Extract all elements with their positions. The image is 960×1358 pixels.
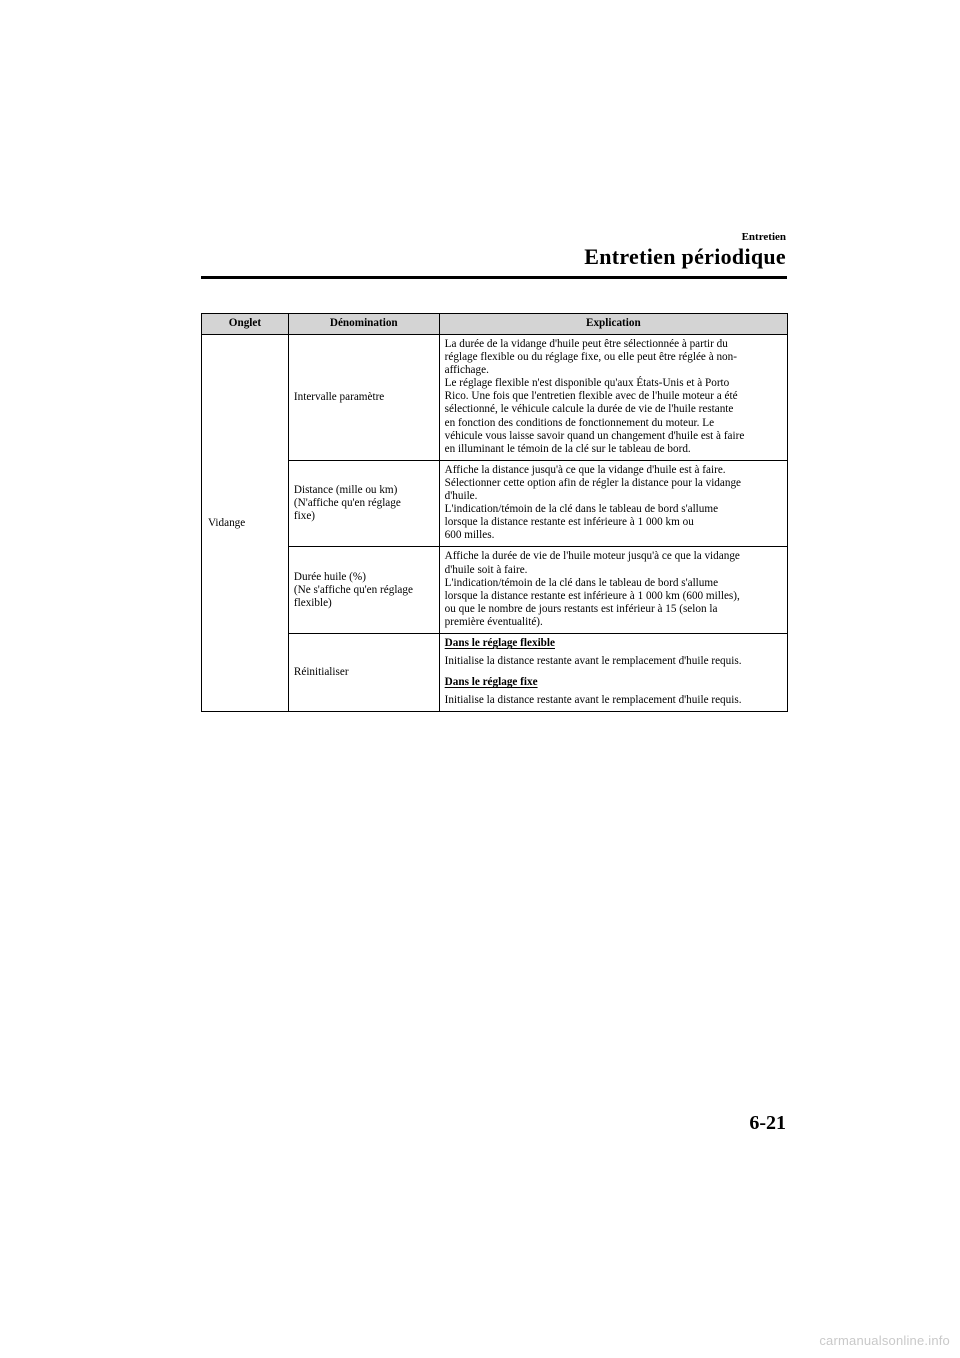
header-divider (201, 276, 787, 279)
explanation-cell: Affiche la distance jusqu'à ce que la vidange d'huile est à faire. Sélectionner cette option afin de régler la distance pour la vidange d'huile. L'indication/témoin de la clé dans le tableau de bord s'allume lorsque la distance restante est inférieure à 1 000 km ou 600 milles. (439, 460, 787, 547)
name-cell: Réinitialiser (288, 633, 439, 711)
table-row (202, 335, 788, 461)
subsection-heading: Dans le réglage flexible (444, 636, 555, 649)
table-header-row (202, 314, 788, 335)
page-number: 6-21 (749, 1112, 786, 1134)
subsection-text: Initialise la distance restante avant le remplacement d'huile requis. (444, 694, 742, 707)
name-cell: Distance (mille ou km) (N'affiche qu'en réglage fixe) (288, 460, 439, 547)
tab-cell: Vidange (202, 335, 289, 712)
name-cell: Durée huile (%) (Ne s'affiche qu'en réglage flexible) (288, 547, 439, 634)
page-title: Entretien périodique (584, 244, 786, 269)
explanation-cell: La durée de la vidange d'huile peut être sélectionnée à partir du réglage flexible ou du réglage fixe, ou elle peut être réglée à non- affichage. Le réglage flexible n'est disponible qu'aux États-Unis et à Porto Rico. Une fois que l'entretien flexible avec de l'huile moteur a été sélectionné, le véhicule calcule la durée de vie de l'huile restante en fonction des conditions de fonctionnement du moteur. Le véhicule vous laisse savoir quand un changement d'huile est à faire en illuminant le témoin de la clé sur le tableau de bord. (439, 335, 787, 461)
table-row (202, 547, 788, 634)
explanation-cell: Affiche la durée de vie de l'huile moteur jusqu'à ce que la vidange d'huile soit à faire. L'indication/témoin de la clé dans le tableau de bord s'allume lorsque la distance restante est inférieure à 1 000 km (600 milles), ou que le nombre de jours restants est inférieur à 15 (selon la première éventualité). (439, 547, 787, 634)
subsection-heading: Dans le réglage fixe (444, 676, 538, 689)
maintenance-table (201, 313, 788, 712)
column-header-name: Dénomination (288, 314, 439, 335)
watermark: carmanualsonline.info (819, 1333, 950, 1348)
name-cell: Intervalle paramètre (288, 335, 439, 461)
table-row (202, 633, 788, 711)
table-row (202, 460, 788, 547)
section-label: Entretien (741, 231, 786, 243)
column-header-explanation: Explication (439, 314, 787, 335)
subsection-text: Initialise la distance restante avant le remplacement d'huile requis. (444, 655, 742, 668)
explanation-cell (439, 633, 787, 711)
column-header-tab: Onglet (202, 314, 289, 335)
